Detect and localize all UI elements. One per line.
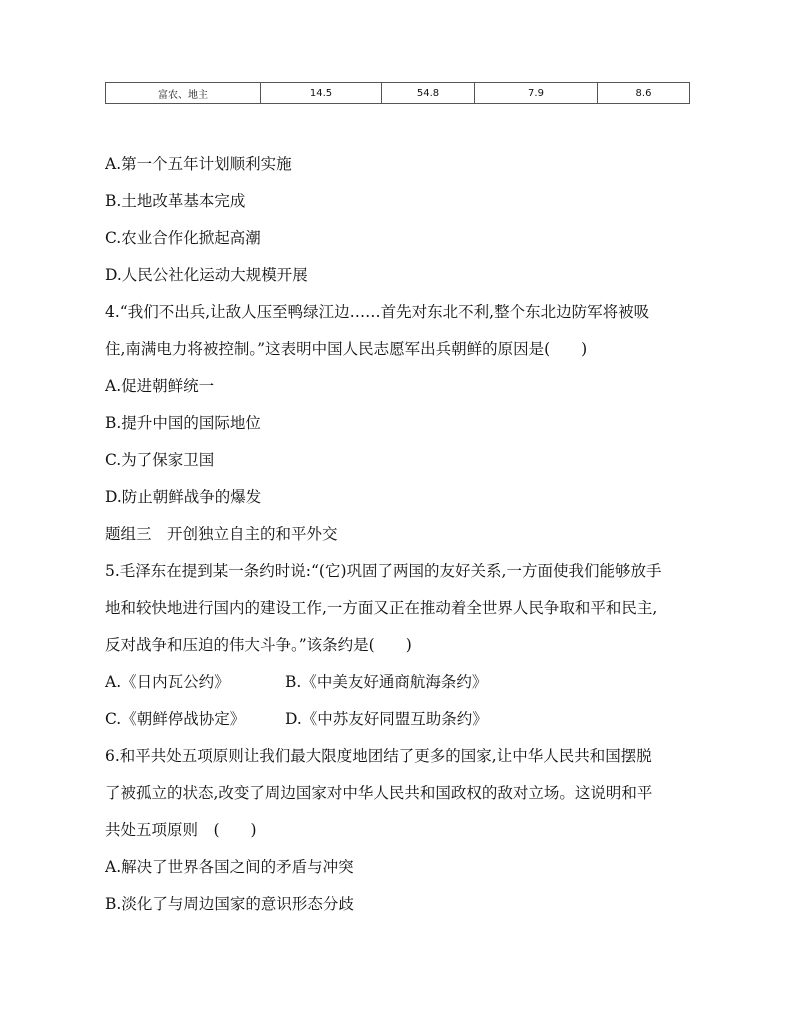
table-cell: 7.9 — [475, 83, 598, 104]
table-row — [106, 83, 690, 104]
table-cell: 54.8 — [382, 83, 475, 104]
q4-option-a: A.促进朝鲜统一 — [105, 377, 215, 395]
q6-stem-line: 了被孤立的状态,改变了周边国家对中华人民共和国政权的敌对立场。这说明和平 — [105, 784, 653, 802]
table-cell: 8.6 — [598, 83, 690, 104]
q3-option-c: C.农业合作化掀起高潮 — [105, 229, 261, 247]
q4-stem-line: 住,南满电力将被控制。”这表明中国人民志愿军出兵朝鲜的原因是( ) — [105, 340, 588, 358]
q5-option-a: A.《日内瓦公约》 — [105, 673, 230, 691]
q3-option-a: A.第一个五年计划顺利实施 — [105, 155, 292, 173]
q5-options-row — [105, 701, 695, 738]
q6-option-b: B.淡化了与周边国家的意识形态分歧 — [105, 895, 354, 913]
q5-stem-line: 5.毛泽东在提到某一条约时说:“(它)巩固了两国的友好关系,一方面使我们能够放手 — [105, 562, 662, 580]
q4-option-d: D.防止朝鲜战争的爆发 — [105, 488, 262, 506]
q3-option-b: B.土地改革基本完成 — [105, 192, 246, 210]
section-title: 题组三 开创独立自主的和平外交 — [105, 525, 338, 543]
q4-stem-line: 4.“我们不出兵,让敌人压至鸭绿江边……首先对东北不利,整个东北边防军将被吸 — [105, 303, 650, 321]
q5-stem-line: 地和较快地进行国内的建设工作,一方面又正在推动着全世界人民争取和平和民主, — [105, 599, 658, 617]
q5-option-d: D.《中苏友好同盟互助条约》 — [285, 710, 488, 728]
q6-option-a: A.解决了世界各国之间的矛盾与冲突 — [105, 858, 354, 876]
question-body — [105, 146, 695, 923]
q4-option-b: B.提升中国的国际地位 — [105, 414, 261, 432]
q4-option-c: C.为了保家卫国 — [105, 451, 215, 469]
q6-stem-line: 6.和平共处五项原则让我们最大限度地团结了更多的国家,让中华人民共和国摆脱 — [105, 747, 652, 765]
q5-option-b: B.《中美友好通商航海条约》 — [285, 673, 488, 691]
q6-stem-line: 共处五项原则 ( ) — [105, 821, 257, 839]
q5-options-row — [105, 664, 695, 701]
table-cell-category: 富农、地主 — [106, 83, 261, 104]
q3-option-d: D.人民公社化运动大规模开展 — [105, 266, 308, 284]
q5-stem-line: 反对战争和压迫的伟大斗争。”该条约是( ) — [105, 636, 412, 654]
data-table — [105, 82, 690, 104]
table-cell: 14.5 — [261, 83, 382, 104]
q5-option-c: C.《朝鲜停战协定》 — [105, 710, 246, 728]
